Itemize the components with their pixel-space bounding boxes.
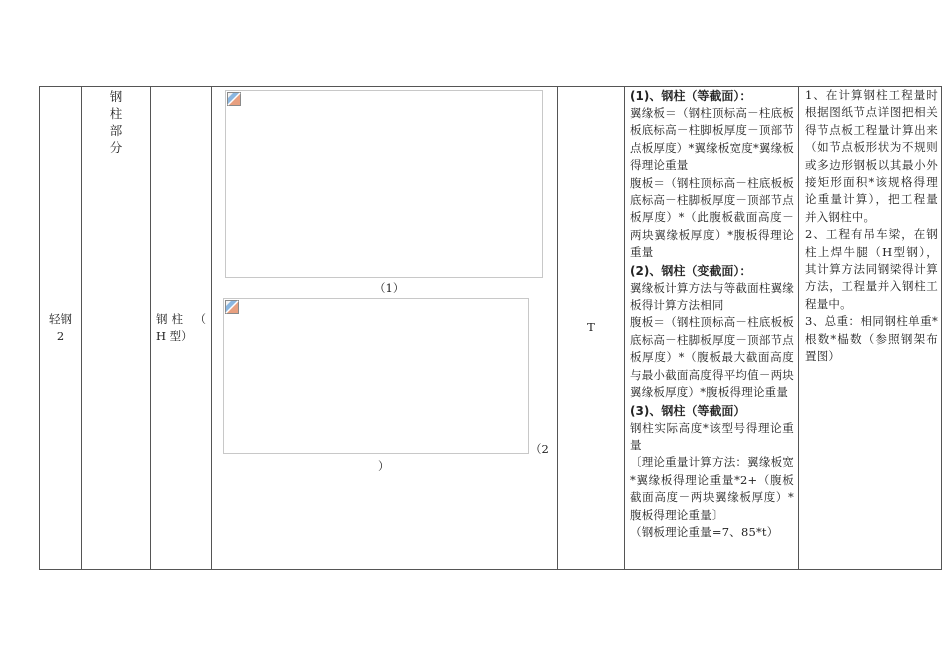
figure-1-caption: （1） xyxy=(374,281,405,295)
note-cell xyxy=(799,87,942,570)
figure-2-caption: （2 xyxy=(530,442,549,456)
part-char: 分 xyxy=(109,140,123,155)
unit-cell xyxy=(558,87,625,570)
rule-cell xyxy=(625,87,799,570)
figure-cell xyxy=(212,87,558,570)
rule-text: 翼缘板＝（钢柱顶标高－柱底板板底标高－柱脚板厚度－顶部节点板厚度）*翼缘板宽度*翼缘板得理论重量 xyxy=(630,106,794,173)
figure-2-caption-end: ） xyxy=(378,459,390,473)
unit-label: T xyxy=(587,320,595,335)
rule-text: （钢板理论重量=7、85*t） xyxy=(630,524,779,539)
broken-image-icon xyxy=(225,300,239,314)
rule-text: 钢柱实际高度*该型号得理论重量 xyxy=(630,420,794,452)
note-text: 3、总重：相同钢柱单重*根数*榀数（参照钢架布置图） xyxy=(805,314,938,364)
table-row xyxy=(40,87,942,570)
item-cell xyxy=(151,87,218,570)
rule-text: 翼缘板计算方法与等截面柱翼缘板得计算方法相同 xyxy=(630,280,794,313)
part-char: 柱 xyxy=(109,106,123,121)
rule-text: 腹板＝（钢柱顶标高－柱底板板底标高－柱脚板厚度－顶部节点板厚度）*（腹板最大截面高度与最小截面高度得平均值－两块翼缘板厚度）*腹板得理论重量 xyxy=(630,315,794,400)
rule-heading-3: (3)、钢柱（等截面） xyxy=(630,403,746,418)
part-char: 钢 xyxy=(109,89,123,104)
note-text: 1、在计算钢柱工程量时根据图纸节点详图把相关得节点板工程量计算出来（如节点板形状为不规则或多边形钢板以其最小外接矩形面积*该规格得理论重量计算），把工程量并入钢柱中。 xyxy=(805,88,938,224)
note-text: 2、工程有吊车梁，在钢柱上焊牛腿（H型钢），其计算方法同钢梁得计算方法，工程量并入钢柱工程量中。 xyxy=(805,227,938,311)
part-label xyxy=(109,87,123,156)
figure-2 xyxy=(223,298,529,454)
rule-text: 〔理论重量计算方法：翼缘板宽*翼缘板得理论重量*2+（腹板截面高度－两块翼缘板厚度）*腹板得理论重量〕 xyxy=(630,455,794,522)
rule-heading-2: (2)、钢柱（变截面）： xyxy=(630,263,752,278)
item-name: 钢柱 （ H 型） xyxy=(156,311,218,343)
rule-heading-1: (1)、钢柱（等截面）： xyxy=(630,89,752,103)
part-cell xyxy=(82,87,151,570)
figure-1 xyxy=(225,90,543,278)
rule-text: 腹板＝（钢柱顶标高－柱底板板底标高－柱脚板厚度－顶部节点板厚度）*（此腹板截面高度－两块翼缘板厚度）*腹板得理论重量 xyxy=(630,175,794,260)
category-label: 轻钢 2 xyxy=(49,311,72,343)
broken-image-icon xyxy=(227,92,241,106)
estimate-table xyxy=(39,86,942,570)
category-cell xyxy=(40,87,82,570)
part-char: 部 xyxy=(109,123,123,138)
